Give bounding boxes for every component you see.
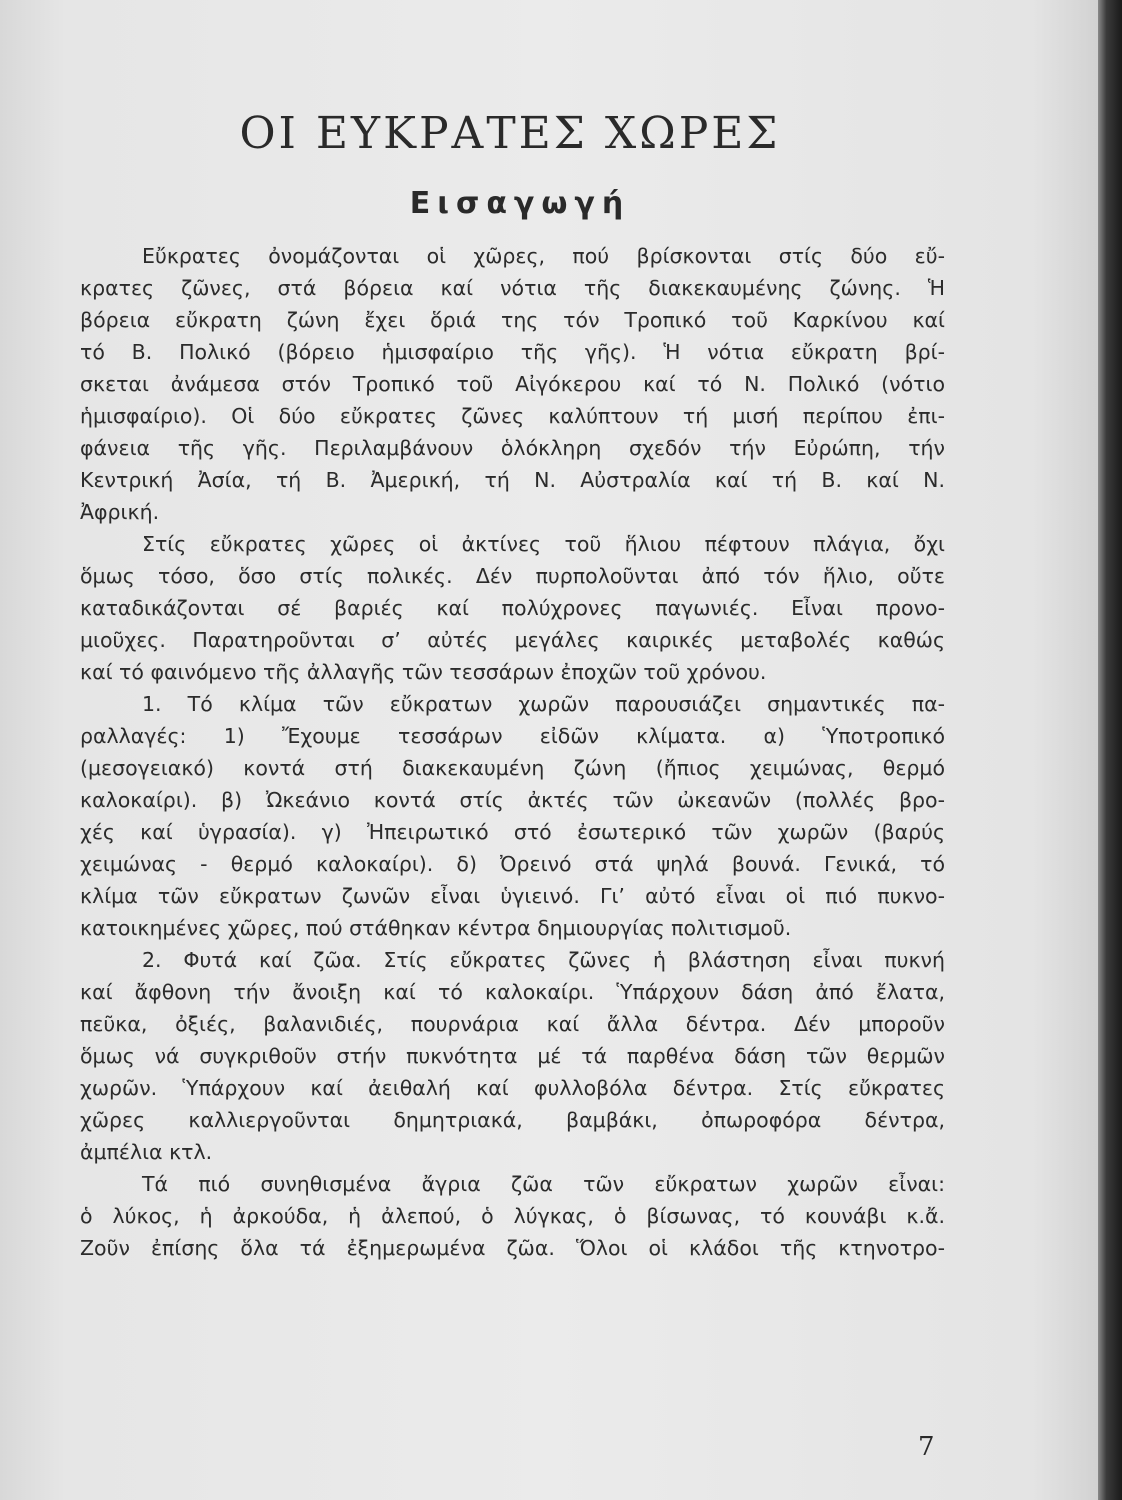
text-line: κλίμα τῶν εὔκρατων ζωνῶν εἶναι ὑγιεινό. Γι’ αὐτό εἶναι οἱ πιό πυκνο- <box>80 884 945 908</box>
text-line: ἡμισφαίριο). Οἱ δύο εὔκρατες ζῶνες καλύπτουν τή μισή περίπου ἐπι- <box>80 404 945 428</box>
text-line: Ἀφρική. <box>80 500 160 524</box>
text-line: καί ἄφθονη τήν ἄνοιξη καί τό καλοκαίρι. Ὑπάρχουν δάση ἀπό ἔλατα, <box>80 980 945 1004</box>
text-line: Εὔκρατες ὀνομάζονται οἱ χῶρες, πού βρίσκονται στίς δύο εὔ- <box>142 244 945 268</box>
text-line: κρατες ζῶνες, στά βόρεια καί νότια τῆς διακεκαυμένης ζώνης. Ἡ <box>80 276 945 300</box>
section-subtitle: Εισαγωγή <box>409 186 631 221</box>
text-line: ὅμως τόσο, ὅσο στίς πολικές. Δέν πυρπολοῦνται ἀπό τόν ἥλιο, οὔτε <box>80 564 945 588</box>
page-number: 7 <box>918 1432 935 1462</box>
text-line: χειμώνας - θερμό καλοκαίρι). δ) Ὀρεινό στά ψηλά βουνά. Γενικά, τό <box>80 852 945 876</box>
text-line: 1. Τό κλίμα τῶν εὔκρατων χωρῶν παρουσιάζει σημαντικές πα- <box>142 692 945 716</box>
text-line: Κεντρική Ἀσία, τή Β. Ἀμερική, τή Ν. Αὐστραλία καί τή Β. καί Ν. <box>80 468 945 492</box>
text-line: βόρεια εὔκρατη ζώνη ἔχει ὅριά της τόν Τροπικό τοῦ Καρκίνου καί <box>80 308 945 332</box>
text-line: σκεται ἀνάμεσα στόν Τροπικό τοῦ Αἰγόκερου καί τό Ν. Πολικό (νότιο <box>80 372 945 396</box>
page-edge-shadow <box>1098 0 1122 1500</box>
text-line: φάνεια τῆς γῆς. Περιλαμβάνουν ὁλόκληρη σχεδόν τήν Εὐρώπη, τήν <box>80 436 945 460</box>
text-line: τό Β. Πολικό (βόρειο ἡμισφαίριο τῆς γῆς). Ἡ νότια εὔκρατη βρί- <box>80 340 945 364</box>
text-line: χῶρες καλλιεργοῦνται δημητριακά, βαμβάκι, ὀπωροφόρα δέντρα, <box>80 1108 945 1132</box>
text-line: χές καί ὑγρασία). γ) Ἠπειρωτικό στό ἐσωτερικό τῶν χωρῶν (βαρύς <box>80 820 945 844</box>
text-line: πεῦκα, ὀξιές, βαλανιδιές, πουρνάρια καί ἄλλα δέντρα. Δέν μποροῦν <box>80 1012 945 1036</box>
chapter-title: ΟΙ ΕΥΚΡΑΤΕΣ ΧΩΡΕΣ <box>239 108 781 159</box>
body-text <box>80 240 945 1264</box>
text-line: Τά πιό συνηθισμένα ἄγρια ζῶα τῶν εὔκρατων χωρῶν εἶναι: <box>142 1172 945 1196</box>
text-line: ὅμως νά συγκριθοῦν στήν πυκνότητα μέ τά παρθένα δάση τῶν θερμῶν <box>80 1044 945 1068</box>
text-line: (μεσογειακό) κοντά στή διακεκαυμένη ζώνη (ἤπιος χειμώνας, θερμό <box>80 756 945 780</box>
text-line: καλοκαίρι). β) Ὠκεάνιο κοντά στίς ἀκτές τῶν ὠκεανῶν (πολλές βρο- <box>80 788 945 812</box>
text-line: ὁ λύκος, ἡ ἀρκούδα, ἡ ἀλεπού, ὁ λύγκας, ὁ βίσωνας, τό κουνάβι κ.ἄ. <box>80 1204 945 1228</box>
text-line: ἀμπέλια κτλ. <box>80 1140 213 1164</box>
text-line: ραλλαγές: 1) Ἔχουμε τεσσάρων εἰδῶν κλίματα. α) Ὑποτροπικό <box>80 724 945 748</box>
text-line: Ζοῦν ἐπίσης ὅλα τά ἐξημερωμένα ζῶα. Ὅλοι οἱ κλάδοι τῆς κτηνοτρο- <box>80 1236 945 1260</box>
text-line: Στίς εὔκρατες χῶρες οἱ ἀκτίνες τοῦ ἥλιου πέφτουν πλάγια, ὄχι <box>142 532 945 556</box>
text-line: μιοῦχες. Παρατηροῦνται σ’ αὐτές μεγάλες καιρικές μεταβολές καθώς <box>80 628 945 652</box>
text-line: καί τό φαινόμενο τῆς ἀλλαγῆς τῶν τεσσάρων ἐποχῶν τοῦ χρόνου. <box>80 660 767 684</box>
text-line: κατοικημένες χῶρες, πού στάθηκαν κέντρα δημιουργίας πολιτισμοῦ. <box>80 916 792 940</box>
text-line: καταδικάζονται σέ βαριές καί πολύχρονες παγωνιές. Εἶναι προνο- <box>80 596 945 620</box>
text-line: χωρῶν. Ὑπάρχουν καί ἀειθαλή καί φυλλοβόλα δέντρα. Στίς εὔκρατες <box>80 1076 945 1100</box>
text-line: 2. Φυτά καί ζῶα. Στίς εὔκρατες ζῶνες ἡ βλάστηση εἶναι πυκνή <box>142 948 945 972</box>
